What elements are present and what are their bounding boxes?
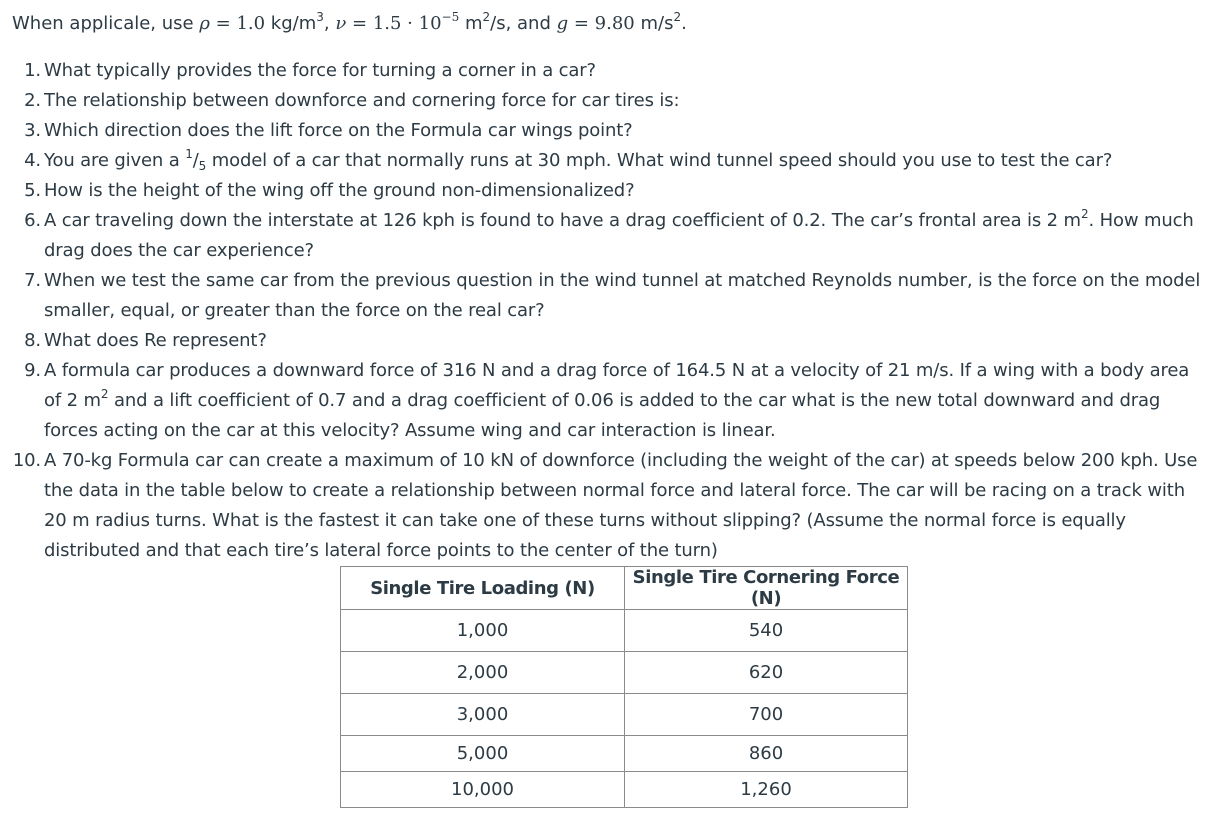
question-number: 8. <box>24 330 41 351</box>
question-number: 10. <box>12 450 41 471</box>
question-number: 2. <box>24 90 41 111</box>
table-header-row <box>341 567 908 610</box>
table-cell: 1,000 <box>341 610 625 652</box>
g-value: = 9.80 <box>568 13 635 34</box>
table-cell: 1,260 <box>625 772 908 808</box>
question-item <box>24 176 1204 206</box>
g-symbol: g <box>556 13 569 34</box>
table-row <box>341 694 908 736</box>
table-cell: 5,000 <box>341 736 625 772</box>
table-cell: 540 <box>625 610 908 652</box>
g-unit: $m/s^2$. <box>634 10 687 34</box>
question-number: 5. <box>24 180 41 201</box>
area-exponent: 2 <box>1080 207 1089 221</box>
table-cell: 10,000 <box>341 772 625 808</box>
fraction-numerator: 1 <box>185 147 193 161</box>
table-row <box>341 610 908 652</box>
question-text: A formula car produces a downward force of 316 N and a drag force of 164.5 N at a velocity of 21 m/s. If a wing with a body area of 2 $m^2$ and a lift coefficient of 0.7 and a drag coefficient of 0.06 is added to the car what is the new total downward and drag forces acting on the car at this velocity? Assume wing and car interaction is linear. <box>44 360 1190 441</box>
question-number: 6. <box>24 210 41 231</box>
nu-symbol: ν <box>335 13 347 34</box>
given-constants <box>12 11 687 37</box>
rho-value: = 1.0 <box>209 13 266 34</box>
question-item <box>24 206 1204 266</box>
question-text: A 70-kg Formula car can create a maximum of 10 kN of downforce (including the weight of the car) at speeds below 200 kph. Use the data in the table below to create a relationship between normal force and lateral force. The car will be racing on a track with 20 m radius turns. What is the fastest it can take one of these turns without slipping? (Assume the normal force is equally distributed and that each tire’s lateral force points to the center of the turn) <box>44 450 1198 561</box>
g-expression <box>557 13 635 34</box>
nu-exponent: −5 <box>441 10 460 24</box>
fraction-denominator: 5 <box>198 159 207 173</box>
g-unit-exponent: 2 <box>673 10 682 24</box>
nu-value: = 1.5 · 10 <box>346 13 442 34</box>
question-text: When we test the same car from the previous question in the wind tunnel at matched Reynolds number, is the force on the model smaller, equal, or greater than the force on the real car? <box>44 270 1201 321</box>
rho-symbol: ρ <box>199 13 210 34</box>
question-item <box>24 146 1204 176</box>
question-text: The relationship between downforce and cornering force for car tires is: <box>44 90 680 111</box>
nu-unit: $m^2/s$, and <box>459 10 557 34</box>
rho-unit: $kg/m^3$ <box>265 10 324 34</box>
table-row <box>341 652 908 694</box>
column-header-cornering: Single Tire Cornering Force (N) <box>625 567 908 610</box>
question-list <box>12 56 1204 566</box>
question-item <box>24 116 1204 146</box>
question-number: 7. <box>24 270 41 291</box>
question-text: How is the height of the wing off the ground non-dimensionalized? <box>44 180 635 201</box>
tire-data-table <box>340 566 908 808</box>
question-text: What typically provides the force for turning a corner in a car? <box>44 60 596 81</box>
question-text: Which direction does the lift force on the Formula car wings point? <box>44 120 633 141</box>
table-cell: 700 <box>625 694 908 736</box>
question-number: 3. <box>24 120 41 141</box>
table-row <box>341 772 908 808</box>
fraction-slash: / <box>192 150 199 171</box>
question-item <box>24 86 1204 116</box>
question-item <box>24 356 1204 446</box>
nu-expression <box>335 10 460 34</box>
question-item <box>12 446 1204 566</box>
nu-unit-exponent: 2 <box>482 10 491 24</box>
question-number: 9. <box>24 360 41 381</box>
question-number: 1. <box>24 60 41 81</box>
question-item <box>24 326 1204 356</box>
rho-expression <box>199 13 265 34</box>
table-cell: 620 <box>625 652 908 694</box>
table-cell: 860 <box>625 736 908 772</box>
question-text: What does Re represent? <box>44 330 267 351</box>
separator: , <box>323 13 336 34</box>
table-cell: 3,000 <box>341 694 625 736</box>
question-text: You are given a $^1/_5$ model of a car that normally runs at 30 mph. What wind tunnel speed should you use to test the car? <box>44 147 1113 173</box>
table-cell: 2,000 <box>341 652 625 694</box>
question-number: 4. <box>24 150 41 171</box>
intro-lead: When applicale, use <box>12 13 200 34</box>
table-row <box>341 736 908 772</box>
column-header-loading: Single Tire Loading (N) <box>341 567 625 610</box>
question-item <box>24 266 1204 326</box>
rho-unit-exponent: 3 <box>316 10 324 24</box>
area-exponent: 2 <box>100 387 109 401</box>
question-item <box>24 56 1204 86</box>
question-text: A car traveling down the interstate at 126 kph is found to have a drag coefficient of 0.2. The car’s frontal area is 2 $m^2$. How much drag does the car experience? <box>44 207 1194 261</box>
